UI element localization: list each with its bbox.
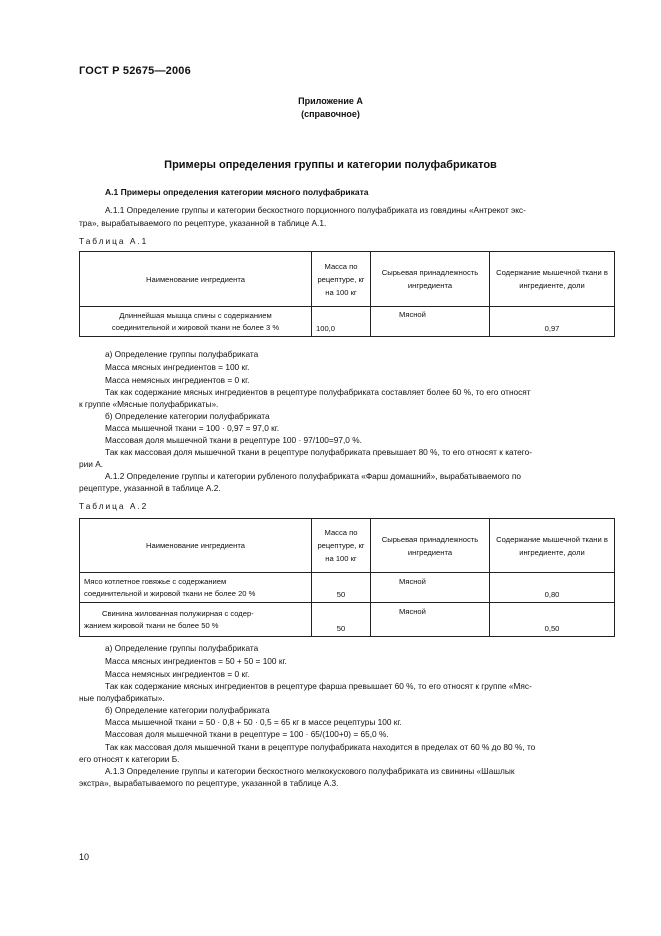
ingredient-cell: Мясо котлетное говяжье с содержанием соединительной и жировой ткани не более 20 % — [80, 573, 312, 603]
a12-line-2: Масса мясных ингредиентов = 50 + 50 = 100 кг. — [105, 656, 287, 666]
standard-header: ГОСТ Р 52675—2006 — [79, 65, 191, 77]
a11-line-10: рии А. — [79, 459, 104, 469]
header-ingredient: Наименование ингредиента — [80, 519, 312, 573]
header-muscle-share: Содержание мышечной ткани в ингредиенте, доли — [490, 519, 615, 573]
a12-line-8: Массовая доля мышечной ткани в рецептуре = 100 · 65/(100+0) = 65,0 %. — [105, 729, 389, 739]
appendix-title: Приложение А — [298, 96, 363, 106]
a11-line-4: Так как содержание мясных ингредиентов в рецептуре полуфабриката составляет более 60 %, то его относят — [105, 387, 531, 397]
raw-type-cell: Мясной — [371, 573, 490, 603]
section-title: Примеры определения группы и категории полуфабрикатов — [164, 159, 497, 171]
a12-line-1: а) Определение группы полуфабриката — [105, 643, 259, 653]
paragraph-a11-line1: А.1.1 Определение группы и категории бескостного порционного полуфабриката из говядины «Антрекот экс- — [105, 205, 526, 215]
a11-line-7: Масса мышечной ткани = 100 · 0,97 = 97,0 кг. — [105, 423, 280, 433]
a11-line-3: Масса немясных ингредиентов = 0 кг. — [105, 375, 250, 385]
raw-type-cell: Мясной — [371, 307, 490, 337]
appendix-note: (справочное) — [301, 109, 360, 119]
muscle-share-cell: 0,97 — [490, 307, 615, 337]
a11-line-5: к группе «Мясные полуфабрикаты». — [79, 399, 219, 409]
a12-line-3: Масса немясных ингредиентов = 0 кг. — [105, 669, 250, 679]
mass-cell: 50 — [312, 573, 371, 603]
subsection-title: А.1 Примеры определения категории мясного полуфабриката — [105, 187, 369, 197]
table-caption-a1: Таблица А.1 — [79, 236, 149, 246]
a11-line-8: Массовая доля мышечной ткани в рецептуре 100 · 97/100=97,0 %. — [105, 435, 362, 445]
a12-line-7: Масса мышечной ткани = 50 · 0,8 + 50 · 0,5 = 65 кг в массе рецептуры 100 кг. — [105, 717, 402, 727]
muscle-share-cell: 0,80 — [490, 573, 615, 603]
paragraph-a11-line2: тра», вырабатываемого по рецептуре, указанной в таблице А.1. — [79, 218, 327, 228]
table-row — [80, 307, 615, 337]
table-header-row — [80, 252, 615, 307]
table-row — [80, 573, 615, 603]
a11-line-6: б) Определение категории полуфабриката — [105, 411, 270, 421]
mass-cell: 100,0 — [312, 307, 371, 337]
a11-line-9: Так как массовая доля мышечной ткани в рецептуре полуфабриката превышает 80 %, то его относят к катего- — [105, 447, 532, 457]
header-mass: Масса по рецептуре, кг на 100 кг — [312, 252, 371, 307]
a12-line-6: б) Определение категории полуфабриката — [105, 705, 270, 715]
a12-line-10: его относят к категории Б. — [79, 754, 180, 764]
a11-line-2: Масса мясных ингредиентов = 100 кг. — [105, 362, 250, 372]
header-muscle-share: Содержание мышечной ткани в ингредиенте, доли — [490, 252, 615, 307]
ingredient-cell: Длиннейшая мышца спины с содержанием соединительной и жировой ткани не более 3 % — [80, 307, 312, 337]
header-ingredient: Наименование ингредиента — [80, 252, 312, 307]
paragraph-a12-line2: рецептуре, указанной в таблице А.2. — [79, 483, 221, 493]
page-number: 10 — [79, 852, 90, 862]
table-caption-a2: Таблица А.2 — [79, 501, 149, 511]
a11-line-1: а) Определение группы полуфабриката — [105, 349, 259, 359]
table-a1 — [79, 251, 615, 337]
table-row — [80, 603, 615, 637]
raw-type-cell: Мясной — [371, 603, 490, 637]
a12-line-9: Так как массовая доля мышечной ткани в рецептуре полуфабриката находится в пределах от 60 % до 80 %, то — [105, 742, 536, 752]
table-header-row — [80, 519, 615, 573]
paragraph-a13-line2: экстра», вырабатываемого по рецептуре, указанной в таблице А.3. — [79, 778, 339, 788]
header-mass: Масса по рецептуре, кг на 100 кг — [312, 519, 371, 573]
a12-line-5: ные полуфабрикаты». — [79, 693, 165, 703]
mass-cell: 50 — [312, 603, 371, 637]
ingredient-cell: Свинина жилованная полужирная с содер- жанием жировой ткани не более 50 % — [80, 603, 312, 637]
header-raw-type: Сырьевая принадлежность ингредиента — [371, 519, 490, 573]
a12-line-4: Так как содержание мясных ингредиентов в рецептуре фарша превышает 60 %, то его относят к группе «Мяс- — [105, 681, 532, 691]
paragraph-a12-line1: А.1.2 Определение группы и категории рубленого полуфабриката «Фарш домашний», вырабатываемого по — [105, 471, 521, 481]
table-a2 — [79, 518, 615, 637]
header-raw-type: Сырьевая принадлежность ингредиента — [371, 252, 490, 307]
paragraph-a13-line1: А.1.3 Определение группы и категории бескостного мелкокускового полуфабриката из свинины «Шашлык — [105, 766, 515, 776]
muscle-share-cell: 0,50 — [490, 603, 615, 637]
